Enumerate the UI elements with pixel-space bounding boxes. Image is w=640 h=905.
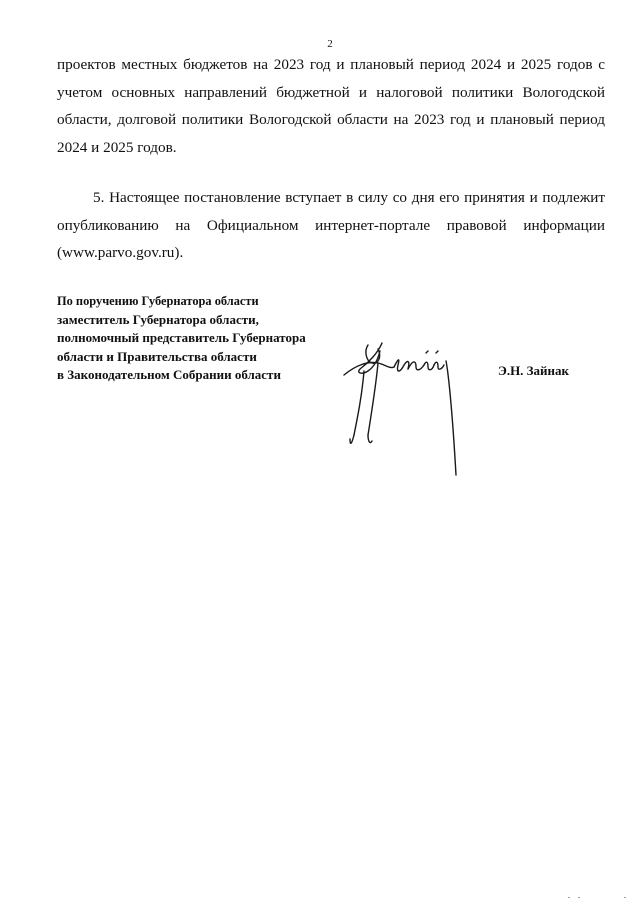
signature-line-position: заместитель Губернатора области, [57, 311, 259, 327]
handwritten-signature [338, 335, 463, 480]
signature-line-representative: полномочный представитель Губернатора [57, 330, 306, 345]
paragraph-budget-projects: проектов местных бюджетов на 2023 год и плановый период 2024 и 2025 годов с учетом основных направлений бюджетной и налоговой политики Вологодской области, долговой политики Вологодской области на 2023 год и плановый период 2024 и 2025 годов. [57, 56, 605, 156]
paragraph-effective-date: 5. Настоящее постановление вступает в силу со дня его принятия и подлежит опубликованию на Официальном интернет-портале правовой информации (www.parvo.gov.ru). [57, 189, 605, 261]
scan-artifact [578, 897, 580, 898]
scan-artifact [624, 897, 626, 898]
signature-block [57, 292, 306, 385]
signature-line-government: области и Правительства области [57, 348, 257, 364]
scan-artifact [568, 897, 570, 898]
page-number: 2 [327, 38, 333, 50]
signature-line-assembly: в Законодательном Собрании области [57, 367, 281, 382]
signatory-name: Э.Н. Зайнак [498, 363, 570, 378]
signature-line-instruction: По поручению Губернатора области [57, 294, 259, 308]
